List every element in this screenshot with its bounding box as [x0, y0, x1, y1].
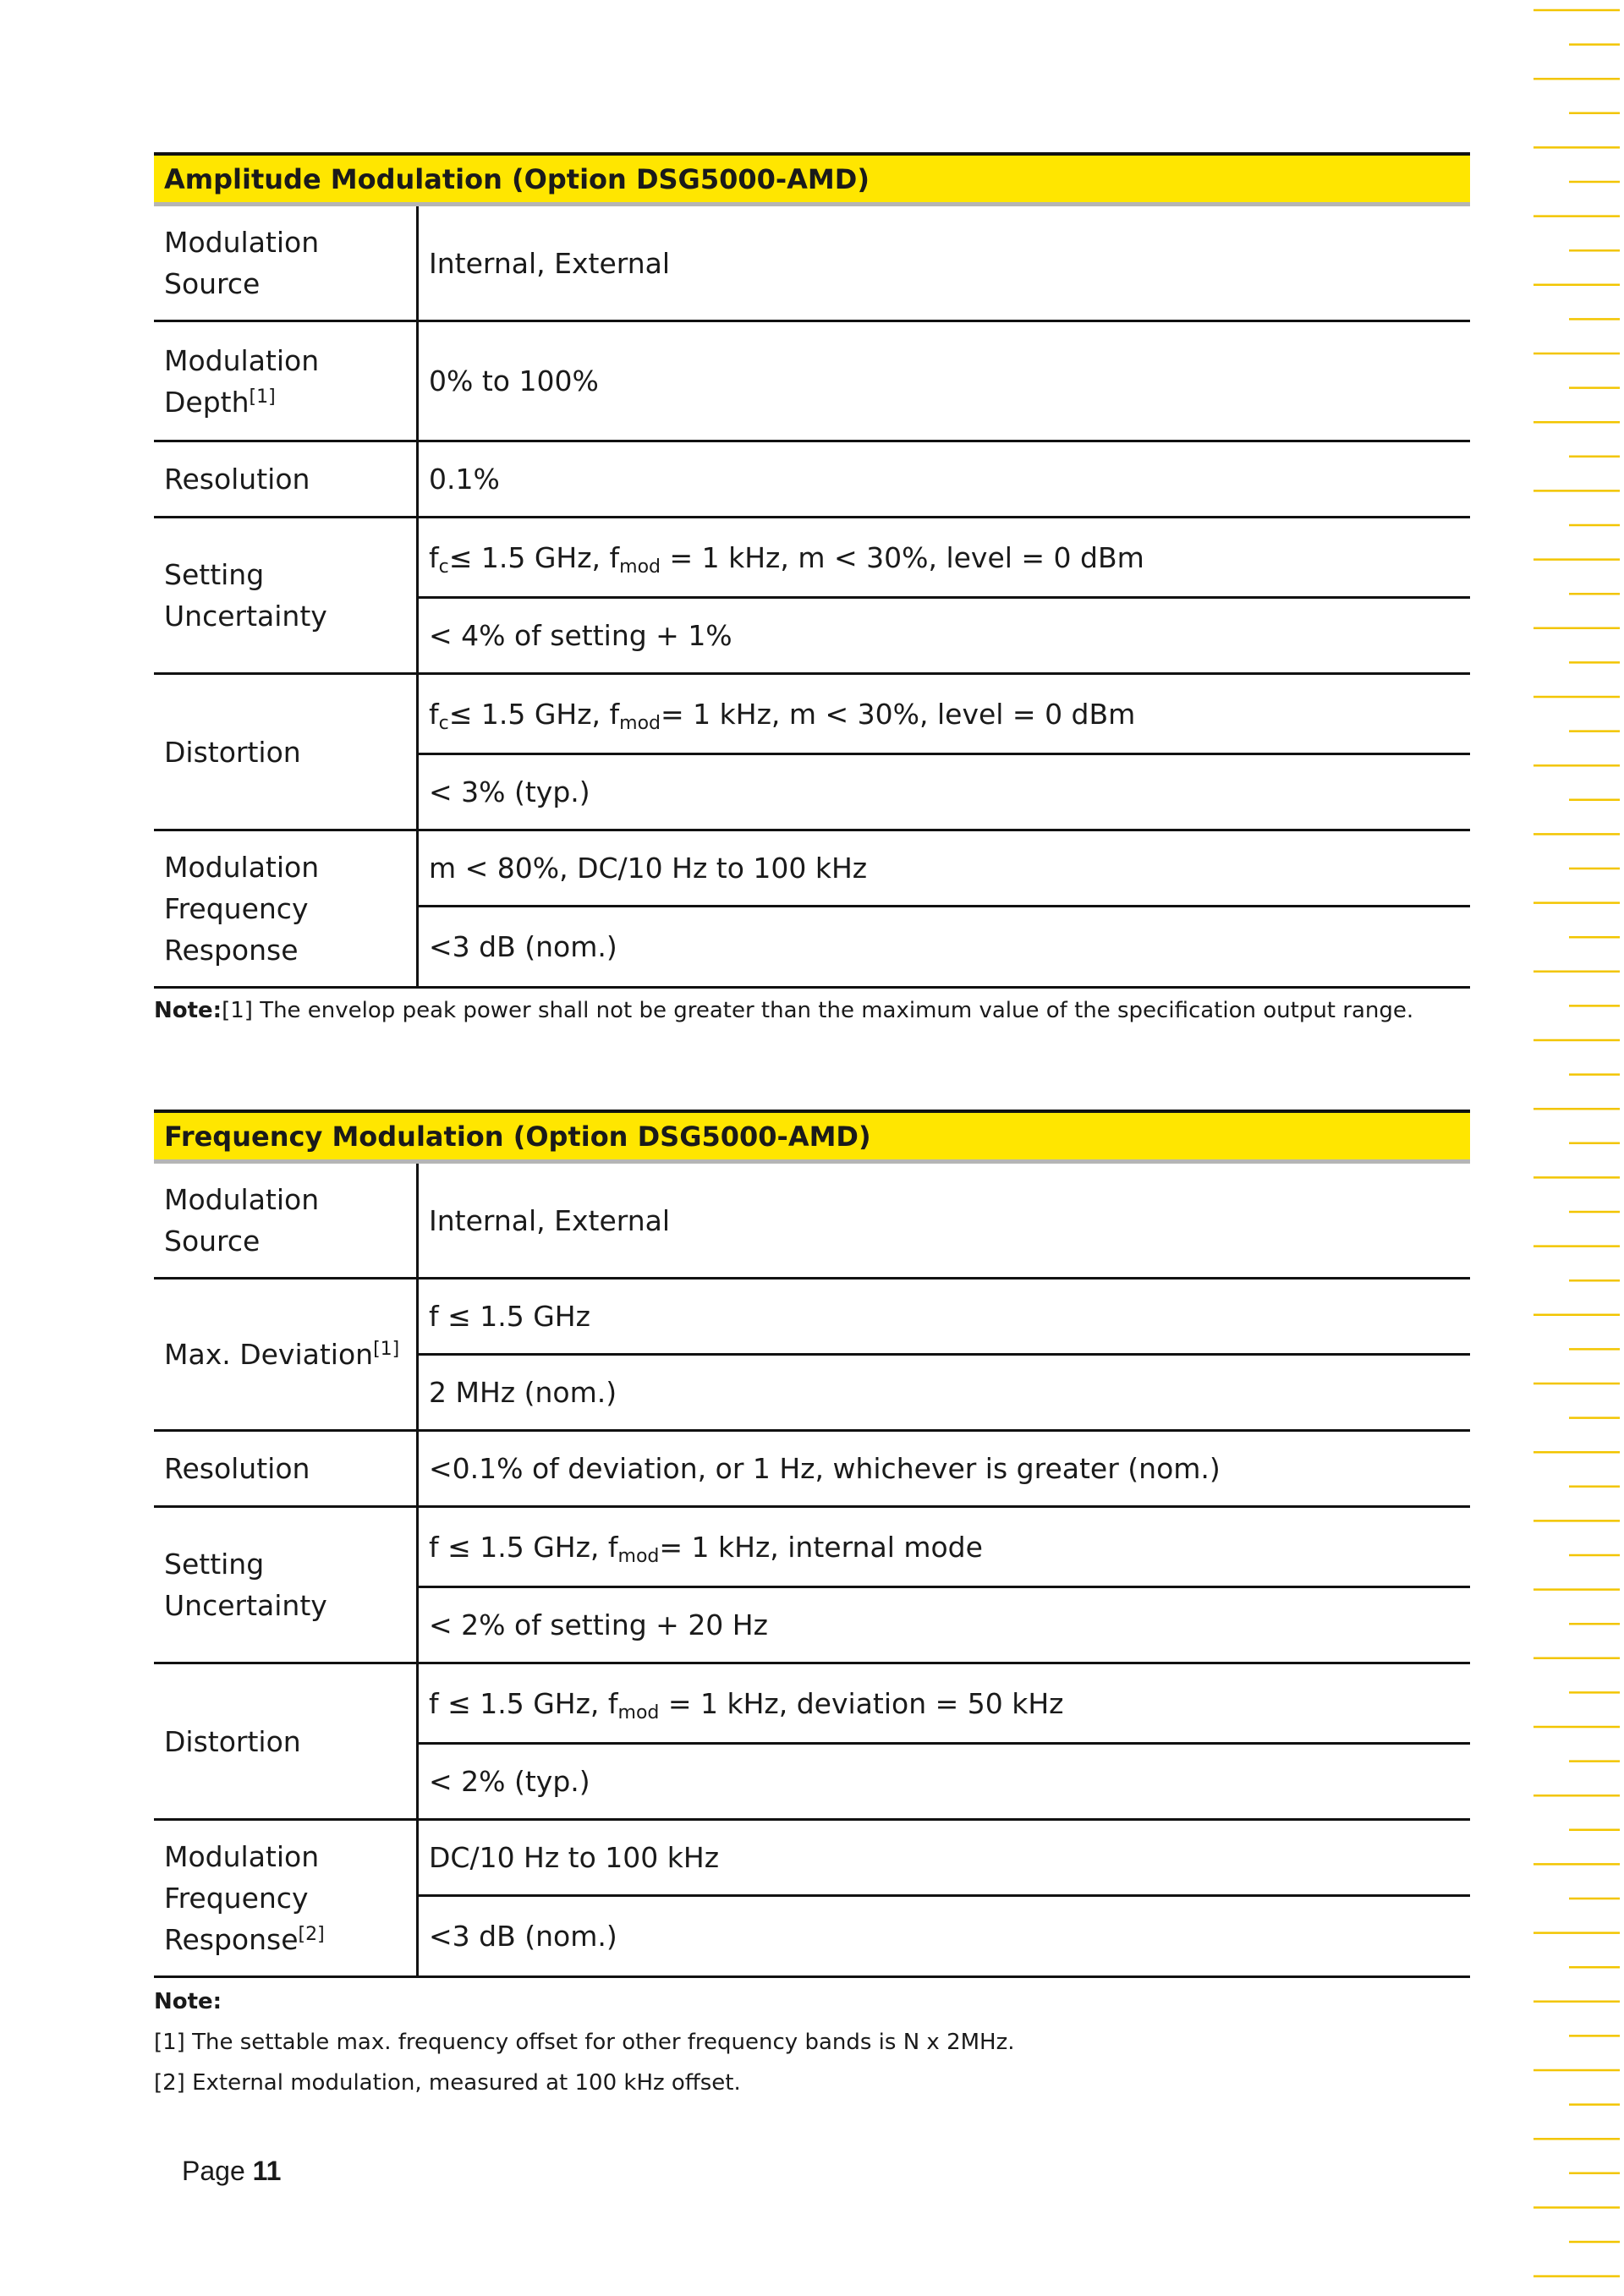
am-uncertainty-label: Setting Uncertainty [154, 518, 418, 674]
footnote-ref: [2] [298, 1924, 325, 1945]
footnote-ref: [1] [249, 386, 276, 408]
fm-note-1: [1] The settable max. frequency offset for other frequency bands is N x 2MHz. [154, 2030, 1015, 2055]
page-number: Page 11 [182, 2156, 282, 2186]
am-depth-label: Modulation Depth[1] [154, 321, 418, 441]
am-spec-table [154, 152, 1470, 989]
fm-freqresp-value: <3 dB (nom.) [418, 1896, 1471, 1977]
fm-distortion-condition: f ≤ 1.5 GHz, $f_{mod} = 1$ kHz, deviation = 50 kHz [418, 1663, 1471, 1744]
am-freqresp-value: <3 dB (nom.) [418, 907, 1471, 988]
am-freqresp-label: Modulation Frequency Response [154, 830, 418, 988]
fm-uncertainty-condition: f ≤ 1.5 GHz, $f_{mod}= 1$ kHz, internal mode [418, 1507, 1471, 1587]
am-freqresp-condition: m < 80%, DC/10 Hz to 100 kHz [418, 830, 1471, 907]
fm-resolution-value: <0.1% of deviation, or 1 Hz, whichever is greater (nom.) [418, 1431, 1471, 1507]
am-distortion-label: Distortion [154, 674, 418, 830]
fm-table-title: Frequency Modulation (Option DSG5000-AMD) [154, 1111, 1470, 1162]
fm-deviation-value: 2 MHz (nom.) [418, 1355, 1471, 1431]
fm-deviation-label: Max. Deviation[1] [154, 1279, 418, 1431]
am-depth-value: 0% to 100% [418, 321, 1471, 441]
decorative-stripes [1527, 0, 1624, 2296]
am-resolution-value: 0.1% [418, 441, 1471, 518]
fm-distortion-value: < 2% (typ.) [418, 1744, 1471, 1820]
fm-note-2: [2] External modulation, measured at 100 kHz offset. [154, 2070, 741, 2096]
fm-freqresp-condition: DC/10 Hz to 100 kHz [418, 1820, 1471, 1896]
fm-uncertainty-label: Setting Uncertainty [154, 1507, 418, 1663]
fm-spec-table [154, 1110, 1470, 1978]
stripe-pattern [1527, 0, 1624, 2296]
am-note: Note:[1] The envelop peak power shall not be greater than the maximum value of the specification output range. [154, 998, 1414, 1023]
fm-uncertainty-value: < 2% of setting + 20 Hz [418, 1587, 1471, 1663]
am-distortion-value: < 3% (typ.) [418, 754, 1471, 830]
am-table-title: Amplitude Modulation (Option DSG5000-AMD) [154, 154, 1470, 205]
am-uncertainty-value: < 4% of setting + 1% [418, 598, 1471, 674]
footnote-ref: [1] [373, 1339, 400, 1360]
am-resolution-label: Resolution [154, 441, 418, 518]
am-source-value: Internal, External [418, 205, 1471, 321]
am-source-label: Modulation Source [154, 205, 418, 321]
fm-note-title: Note: [154, 1989, 222, 2014]
fm-source-value: Internal, External [418, 1162, 1471, 1279]
fm-source-label: Modulation Source [154, 1162, 418, 1279]
fm-deviation-condition: f ≤ 1.5 GHz [418, 1279, 1471, 1355]
fm-freqresp-label: Modulation Frequency Response[2] [154, 1820, 418, 1977]
fm-distortion-label: Distortion [154, 1663, 418, 1820]
am-distortion-condition: $f_c\le 1.5$ GHz, $f_{mod}= 1$ kHz, m < 30%, level = 0 dBm [418, 674, 1471, 754]
fm-resolution-label: Resolution [154, 1431, 418, 1507]
am-uncertainty-condition: $f_c\le 1.5$ GHz, $f_{mod} = 1$ kHz, m < 30%, level = 0 dBm [418, 518, 1471, 598]
